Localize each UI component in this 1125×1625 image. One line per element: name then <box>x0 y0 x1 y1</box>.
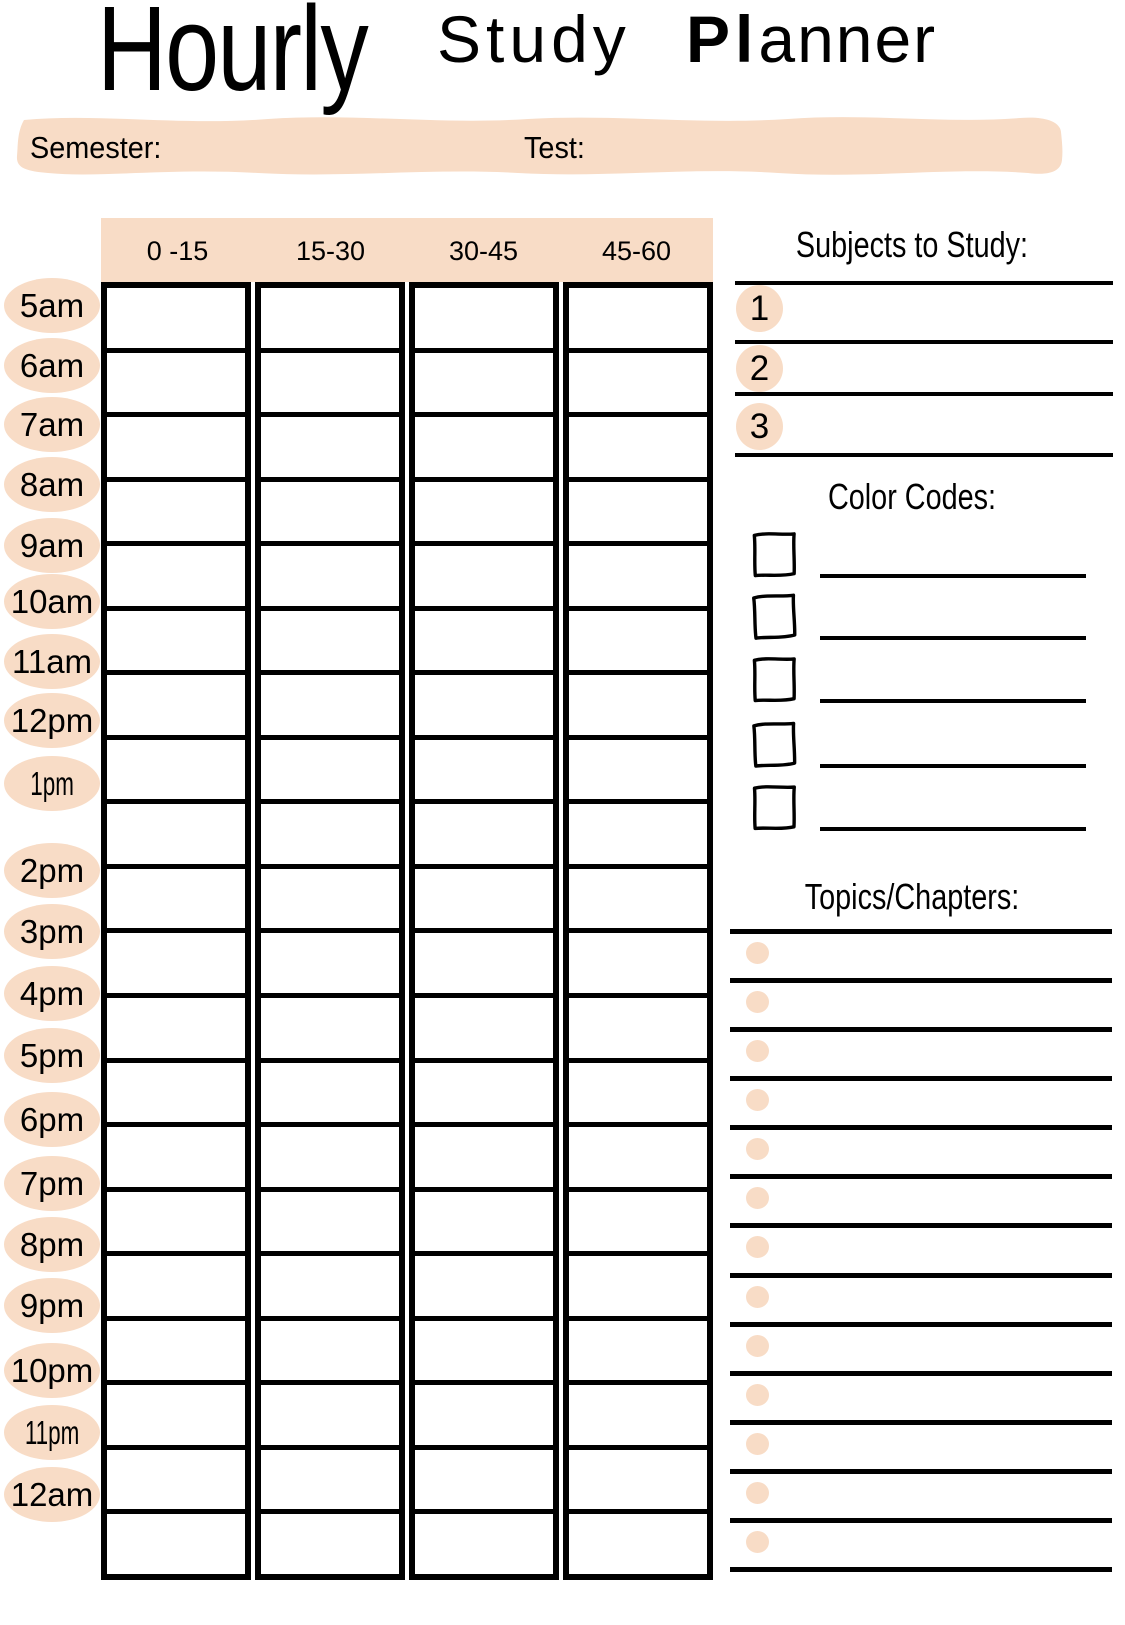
grid-cell-9pm-col2[interactable] <box>261 1321 399 1386</box>
grid-cell-4pm-col4[interactable] <box>569 998 707 1063</box>
grid-cell-5am-col1[interactable] <box>107 288 245 353</box>
checkbox-square-icon <box>747 718 802 772</box>
topic-bullet-icon <box>746 1286 769 1308</box>
grid-cell-2pm-col4[interactable] <box>569 869 707 934</box>
grid-cell-12pm-col3[interactable] <box>415 740 553 805</box>
grid-cell-2pm-col2[interactable] <box>261 869 399 934</box>
subject-number-badge-1 <box>736 285 783 332</box>
time-label-4pm <box>4 966 100 1021</box>
subjects-top-line <box>735 281 1113 285</box>
interval-header-row <box>101 218 713 282</box>
grid-cell-8pm-col1[interactable] <box>107 1256 245 1321</box>
color-code-checkbox[interactable] <box>746 589 801 643</box>
color-code-line[interactable] <box>820 636 1086 640</box>
topic-line[interactable] <box>730 1322 1112 1327</box>
grid-cell-7pm-col4[interactable] <box>569 1192 707 1257</box>
topic-line[interactable] <box>730 1273 1112 1278</box>
topic-line[interactable] <box>730 1125 1112 1130</box>
time-label-text: 9pm <box>19 1287 85 1324</box>
topic-line[interactable] <box>730 1420 1112 1425</box>
grid-cell-3pm-col3[interactable] <box>415 933 553 998</box>
title-planner-bold-part: Pl <box>686 2 759 76</box>
time-label-8am <box>4 457 100 512</box>
time-label-text: 10am <box>10 583 94 620</box>
time-label-6am <box>4 338 100 393</box>
title-word-planner <box>686 2 938 76</box>
grid-cell-1pm-col3[interactable] <box>415 804 553 869</box>
grid-cell-10am-col2[interactable] <box>261 611 399 676</box>
time-label-text: 7pm <box>19 1165 85 1202</box>
interval-header-label: 15-30 <box>295 236 366 266</box>
subject-number-text: 3 <box>749 406 770 446</box>
time-label-12am <box>4 1467 100 1522</box>
grid-column-45-60 <box>563 282 713 1580</box>
checkbox-square-icon <box>747 653 802 707</box>
grid-cell-5am-col4[interactable] <box>569 288 707 353</box>
grid-cell-5pm-col4[interactable] <box>569 1063 707 1128</box>
semester-label: Semester: <box>30 130 162 165</box>
color-code-line[interactable] <box>820 574 1086 578</box>
grid-column-15-30 <box>255 282 405 1580</box>
topic-bullet-icon <box>746 1187 769 1209</box>
time-label-9pm <box>4 1278 100 1333</box>
time-label-text: 5pm <box>19 1037 85 1074</box>
grid-cell-12pm-col4[interactable] <box>569 740 707 805</box>
time-label-text: 6pm <box>19 1101 85 1138</box>
color-code-checkbox[interactable] <box>747 653 802 707</box>
grid-cell-7pm-col3[interactable] <box>415 1192 553 1257</box>
grid-cell-10pm-col1[interactable] <box>107 1385 245 1450</box>
grid-cell-3pm-col1[interactable] <box>107 933 245 998</box>
time-label-text: 1pm <box>30 765 74 802</box>
topic-bullet-icon <box>746 1335 769 1357</box>
grid-cell-6am-col2[interactable] <box>261 353 399 418</box>
grid-cell-9am-col2[interactable] <box>261 546 399 611</box>
time-label-11pm <box>4 1405 100 1460</box>
grid-cell-10pm-col2[interactable] <box>261 1385 399 1450</box>
grid-cell-5pm-col2[interactable] <box>261 1063 399 1128</box>
topic-line[interactable] <box>730 1371 1112 1376</box>
grid-cell-6am-col3[interactable] <box>415 353 553 418</box>
grid-cell-7am-col3[interactable] <box>415 417 553 482</box>
time-label-text: 10pm <box>10 1352 94 1389</box>
grid-cell-7am-col1[interactable] <box>107 417 245 482</box>
topic-bullet-icon <box>746 942 769 964</box>
grid-cell-3pm-col2[interactable] <box>261 933 399 998</box>
title-word-study: Study <box>437 2 631 76</box>
time-label-text: 3pm <box>19 913 85 950</box>
grid-cell-4pm-col2[interactable] <box>261 998 399 1063</box>
topic-line[interactable] <box>730 1469 1112 1474</box>
grid-cell-8am-col3[interactable] <box>415 482 553 547</box>
grid-cell-8am-col2[interactable] <box>261 482 399 547</box>
grid-cell-11pm-col4[interactable] <box>569 1450 707 1515</box>
grid-cell-2pm-col1[interactable] <box>107 869 245 934</box>
title-planner-rest-part: anner <box>758 2 938 76</box>
time-label-9am <box>4 518 100 573</box>
grid-cell-7pm-col2[interactable] <box>261 1192 399 1257</box>
grid-cell-9am-col3[interactable] <box>415 546 553 611</box>
grid-cell-7am-col4[interactable] <box>569 417 707 482</box>
grid-cell-11am-col2[interactable] <box>261 675 399 740</box>
topic-bullet-icon <box>746 1138 769 1160</box>
time-label-text: 11pm <box>24 1414 80 1451</box>
grid-cell-5pm-col1[interactable] <box>107 1063 245 1128</box>
time-label-3pm <box>4 904 100 959</box>
time-label-text: 8am <box>19 466 85 503</box>
grid-cell-9pm-col1[interactable] <box>107 1321 245 1386</box>
grid-cell-10am-col1[interactable] <box>107 611 245 676</box>
subject-number-badge-2 <box>736 345 783 392</box>
topic-bullet-icon <box>746 1089 769 1111</box>
subject-line[interactable] <box>735 392 1113 396</box>
grid-column-0-15 <box>101 282 251 1580</box>
time-label-5am <box>4 278 100 333</box>
topic-line[interactable] <box>730 1174 1112 1179</box>
grid-cell-8pm-col2[interactable] <box>261 1256 399 1321</box>
grid-cell-12am-col4[interactable] <box>569 1514 707 1574</box>
grid-cell-9pm-col4[interactable] <box>569 1321 707 1386</box>
grid-cell-11am-col1[interactable] <box>107 675 245 740</box>
topics-top-line <box>730 929 1112 934</box>
topic-line[interactable] <box>730 1518 1112 1523</box>
time-label-text: 9am <box>19 527 85 564</box>
subject-line[interactable] <box>735 340 1113 344</box>
grid-cell-11pm-col1[interactable] <box>107 1450 245 1515</box>
subject-number-badge-3 <box>736 403 783 450</box>
grid-cell-8am-col4[interactable] <box>569 482 707 547</box>
test-label: Test: <box>524 130 585 165</box>
grid-cell-6pm-col3[interactable] <box>415 1127 553 1192</box>
color-code-checkbox[interactable] <box>747 718 802 772</box>
time-label-7pm <box>4 1156 100 1211</box>
hourly-grid <box>101 282 713 1580</box>
color-code-line[interactable] <box>820 827 1086 831</box>
time-label-7am <box>4 397 100 452</box>
topic-bullet-icon <box>746 1384 769 1406</box>
time-label-text: 11am <box>11 643 93 680</box>
grid-cell-8pm-col4[interactable] <box>569 1256 707 1321</box>
interval-header-label: 30-45 <box>448 236 519 266</box>
topic-line[interactable] <box>730 1076 1112 1081</box>
grid-cell-11am-col3[interactable] <box>415 675 553 740</box>
time-label-text: 6am <box>19 347 85 384</box>
semester-input-area[interactable] <box>176 124 496 170</box>
time-label-text: 2pm <box>19 852 85 889</box>
topic-bullet-icon <box>746 1433 769 1455</box>
grid-column-30-45 <box>409 282 559 1580</box>
grid-cell-4pm-col1[interactable] <box>107 998 245 1063</box>
grid-cell-6am-col4[interactable] <box>569 353 707 418</box>
color-code-line[interactable] <box>820 699 1086 703</box>
time-label-text: 12pm <box>10 702 94 739</box>
grid-cell-11am-col4[interactable] <box>569 675 707 740</box>
grid-cell-10am-col4[interactable] <box>569 611 707 676</box>
grid-cell-9am-col4[interactable] <box>569 546 707 611</box>
time-label-8pm <box>4 1217 100 1272</box>
topic-line[interactable] <box>730 1027 1112 1032</box>
grid-cell-1pm-col4[interactable] <box>569 804 707 869</box>
grid-cell-8pm-col3[interactable] <box>415 1256 553 1321</box>
grid-cell-9pm-col3[interactable] <box>415 1321 553 1386</box>
checkbox-square-icon <box>747 528 802 582</box>
time-label-text: 4pm <box>19 975 85 1012</box>
checkbox-square-icon <box>746 589 801 643</box>
grid-cell-5pm-col3[interactable] <box>415 1063 553 1128</box>
time-label-10am <box>4 574 100 629</box>
grid-cell-1pm-col2[interactable] <box>261 804 399 869</box>
grid-cell-5am-col2[interactable] <box>261 288 399 353</box>
grid-cell-12am-col1[interactable] <box>107 1514 245 1574</box>
topic-bullet-icon <box>746 1482 769 1504</box>
grid-cell-6pm-col4[interactable] <box>569 1127 707 1192</box>
grid-cell-4pm-col3[interactable] <box>415 998 553 1063</box>
subjects-heading: Subjects to Study: <box>795 224 1029 265</box>
grid-cell-6pm-col2[interactable] <box>261 1127 399 1192</box>
color-code-checkbox[interactable] <box>747 528 802 582</box>
topic-bullet-icon <box>746 1531 769 1553</box>
test-input-area[interactable] <box>608 124 1048 170</box>
semester-test-banner <box>8 110 1070 184</box>
grid-cell-10pm-col3[interactable] <box>415 1385 553 1450</box>
topic-line[interactable] <box>730 1223 1112 1228</box>
time-label-text: 5am <box>19 287 85 324</box>
time-label-11am <box>4 634 100 689</box>
time-label-text: 12am <box>10 1476 94 1513</box>
grid-cell-1pm-col1[interactable] <box>107 804 245 869</box>
grid-cell-10am-col3[interactable] <box>415 611 553 676</box>
grid-cell-12pm-col1[interactable] <box>107 740 245 805</box>
grid-cell-10pm-col4[interactable] <box>569 1385 707 1450</box>
topic-bullet-icon <box>746 991 769 1013</box>
time-label-10pm <box>4 1343 100 1398</box>
grid-cell-11pm-col3[interactable] <box>415 1450 553 1515</box>
title-word-hourly: Hourly <box>97 0 368 116</box>
grid-cell-12am-col2[interactable] <box>261 1514 399 1574</box>
grid-cell-11pm-col2[interactable] <box>261 1450 399 1515</box>
grid-cell-7am-col2[interactable] <box>261 417 399 482</box>
subject-number-text: 1 <box>749 288 770 328</box>
topic-line[interactable] <box>730 978 1112 983</box>
topic-line[interactable] <box>730 1567 1112 1572</box>
checkbox-square-icon <box>746 780 801 834</box>
topics-heading: Topics/Chapters: <box>804 876 1020 917</box>
grid-cell-5am-col3[interactable] <box>415 288 553 353</box>
color-code-line[interactable] <box>820 764 1086 768</box>
color-codes-heading: Color Codes: <box>827 476 997 517</box>
topic-bullet-icon <box>746 1236 769 1258</box>
grid-cell-3pm-col4[interactable] <box>569 933 707 998</box>
interval-header-label: 0 -15 <box>146 236 209 266</box>
grid-cell-12pm-col2[interactable] <box>261 740 399 805</box>
time-label-text: 7am <box>19 406 85 443</box>
topic-bullet-icon <box>746 1040 769 1062</box>
time-label-1pm <box>4 756 100 811</box>
time-label-6pm <box>4 1092 100 1147</box>
subject-line[interactable] <box>735 453 1113 457</box>
grid-cell-2pm-col3[interactable] <box>415 869 553 934</box>
color-code-checkbox[interactable] <box>746 780 801 834</box>
interval-header-label: 45-60 <box>601 236 672 266</box>
grid-cell-6pm-col1[interactable] <box>107 1127 245 1192</box>
time-label-12pm <box>4 693 100 748</box>
grid-cell-7pm-col1[interactable] <box>107 1192 245 1257</box>
grid-cell-9am-col1[interactable] <box>107 546 245 611</box>
grid-cell-6am-col1[interactable] <box>107 353 245 418</box>
time-label-2pm <box>4 843 100 898</box>
subject-number-text: 2 <box>749 348 770 388</box>
grid-cell-12am-col3[interactable] <box>415 1514 553 1574</box>
time-label-text: 8pm <box>19 1226 85 1263</box>
time-label-5pm <box>4 1028 100 1083</box>
grid-cell-8am-col1[interactable] <box>107 482 245 547</box>
